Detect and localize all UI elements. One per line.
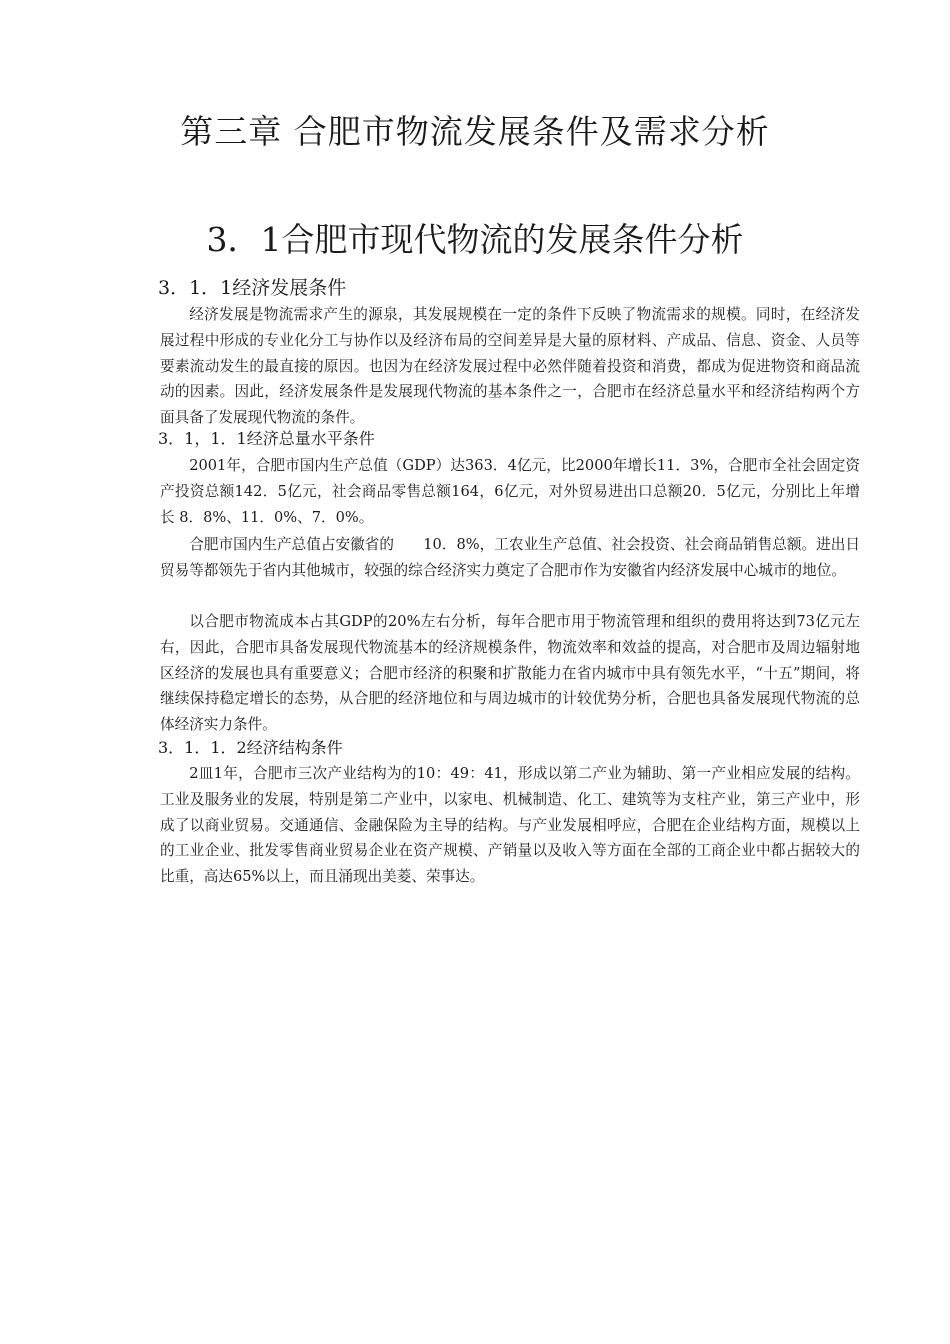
paragraph-logistics-cost: 以合肥市物流成本占其GDP的20%左右分析，每年合肥市用于物流管理和组织的费用将达到73亿元左右，因此，合肥市具备发展现代物流基本的经济规模条件，物流效率和效益的提高，对合肥市及周边辐射地区经济的发展也具有重要意义；合肥市经济的积聚和扩散能力在省内城市中具有领先水平，“十五”期间，将继续保持稳定增长的态势，从合肥的经济地位和与周边城市的计较优势分析，合肥也具备发展现代物流的总体经济实力条件。	[160, 613, 860, 734]
paragraph-gdp-share: 合肥市国内生产总值占安徽省的 10．8%，工农业生产总值、社会投资、社会商品销售总额。进出日贸易等都领先于省内其他城市，较强的综合经济实力奠定了合肥市作为安徽省内经济发展中心城市的地位。	[160, 536, 860, 579]
paragraph-industry-structure: 2皿1年，合肥市三次产业结构为的10：49：41，形成以第二产业为辅助、第一产业相应发展的结构。工业及服务业的发展，特别是第二产业中，以家电、机械制造、化工、建筑等为支柱产业，第三产业中，形成了以商业贸易。交通通信、金融保险为主导的结构。与产业发展相呼应，合肥在企业结构方面，规模以上的工业企业、批发零售商业贸易企业在资产规模、产销量以及收入等方面在全部的工商企业中都占据较大的比重，高达65%以上，而且涌现出美菱、荣事达。	[160, 765, 860, 886]
heading-economic-structure: 3．1．1．2经济结构条件	[158, 738, 343, 757]
paragraph-economic-development: 经济发展是物流需求产生的源泉，其发展规模在一定的条件下反映了物流需求的规模。同时，在经济发展过程中形成的专业化分工与协作以及经济布局的空间差异是大量的原材料、产成品、信息、资金、人员等要素流动发生的最直接的原因。也因为在经济发展过程中必然伴随着投资和消费，都成为促进物资和商品流动的因素。因此，经济发展条件是发展现代物流的基本条件之一，合肥市在经济总量水平和经济结构两个方面具备了发展现代物流的条件。	[160, 306, 860, 427]
section-title: 3．1合肥市现代物流的发展条件分析	[206, 220, 744, 259]
chapter-title: 第三章 合肥市物流发展条件及需求分析	[180, 112, 770, 151]
heading-economic-scale: 3．1，1．1经济总量水平条件	[158, 429, 375, 448]
subsection-title: 3．1．1经济发展条件	[158, 277, 347, 299]
paragraph-gdp-2001: 2001年，合肥市国内生产总值（GDP）达363．4亿元，比2000年增长11．3%，合肥市全社会固定资产投资总额142．5亿元，社会商品零售总额164，6亿元，对外贸易进出口总额20．5亿元，分别比上年增长 8．8%、11．0%、7．0%。	[160, 457, 860, 526]
